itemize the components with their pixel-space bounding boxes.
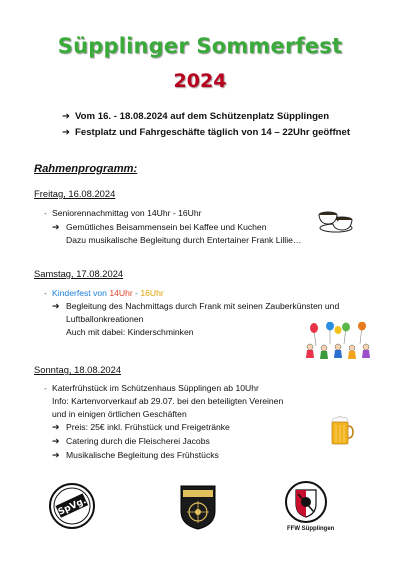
sunday-item: Katerfrühstück im Schützenhaus Süpplingen ab 10Uhr <box>52 383 259 393</box>
sunday-info2: und in einigen örtlichen Geschäften <box>52 409 187 419</box>
svg-text:SpVg.: SpVg. <box>56 496 89 518</box>
spvg-club-logo <box>48 482 96 530</box>
arrow-right-icon: ➔ <box>62 111 71 122</box>
intro-line-dates <box>62 111 329 122</box>
arrow-right-icon: ➔ <box>52 222 60 232</box>
arrow-right-icon: ➔ <box>52 436 60 446</box>
kids-balloons-icon <box>300 322 378 362</box>
sunday-heading: Sonntag, 18.08.2024 <box>34 364 122 375</box>
arrow-right-icon: ➔ <box>52 301 60 311</box>
sunday-bullet-catering: Catering durch die Fleischerei Jacobs <box>66 436 210 446</box>
arrow-right-icon: ➔ <box>62 127 71 138</box>
friday-item: Seniorennachmittag von 14Uhr - 16Uhr <box>52 208 202 218</box>
arrow-right-icon: ➔ <box>52 450 60 460</box>
coffee-cups-icon <box>312 206 360 236</box>
ffw-logo <box>284 480 328 524</box>
bullet-dash: - <box>44 383 47 393</box>
ffw-caption: FFW Süpplingen <box>287 526 335 532</box>
sunday-bullet-price: Preis: 25€ inkl. Frühstück und Freigetränke <box>66 422 230 432</box>
friday-sub1: Gemütliches Beisammensein bei Kaffee und Kuchen <box>66 222 267 232</box>
intro-text: Festplatz und Fahrgeschäfte täglich von 14 – 22Uhr geöffnet <box>75 127 351 138</box>
saturday-heading: Samstag, 17.08.2024 <box>34 268 124 279</box>
schuetzen-club-logo <box>178 483 218 531</box>
program-heading: Rahmenprogramm: <box>34 163 138 175</box>
saturday-sub1: Begleitung des Nachmittags durch Frank mit seinen Zauberkünsten und <box>66 301 340 311</box>
saturday-sub2: Luftballonkreationen <box>66 314 144 324</box>
friday-heading: Freitag, 16.08.2024 <box>34 188 116 199</box>
bullet-dash: - <box>44 208 47 218</box>
arrow-right-icon: ➔ <box>52 422 60 432</box>
event-title: Süpplinger Sommerfest <box>57 34 343 58</box>
sunday-info1: Info: Kartenvorverkauf ab 29.07. bei den beteiligten Vereinen <box>52 396 284 406</box>
bullet-dash: - <box>44 288 47 298</box>
friday-sub2: Dazu musikalische Begleitung durch Entertainer Frank Lillie… <box>66 235 302 245</box>
intro-text: Vom 16. - 18.08.2024 auf dem Schützenplatz Süpplingen <box>75 111 330 122</box>
saturday-sub3: Auch mit dabei: Kinderschminken <box>66 327 194 337</box>
intro-line-hours <box>62 127 350 138</box>
event-year: 2024 <box>173 70 227 92</box>
beer-mug-icon <box>328 414 354 446</box>
saturday-item: Kinderfest von 14Uhr - 16Uhr <box>52 288 164 298</box>
sunday-bullet-music: Musikalische Begleitung des Frühstücks <box>66 450 219 460</box>
